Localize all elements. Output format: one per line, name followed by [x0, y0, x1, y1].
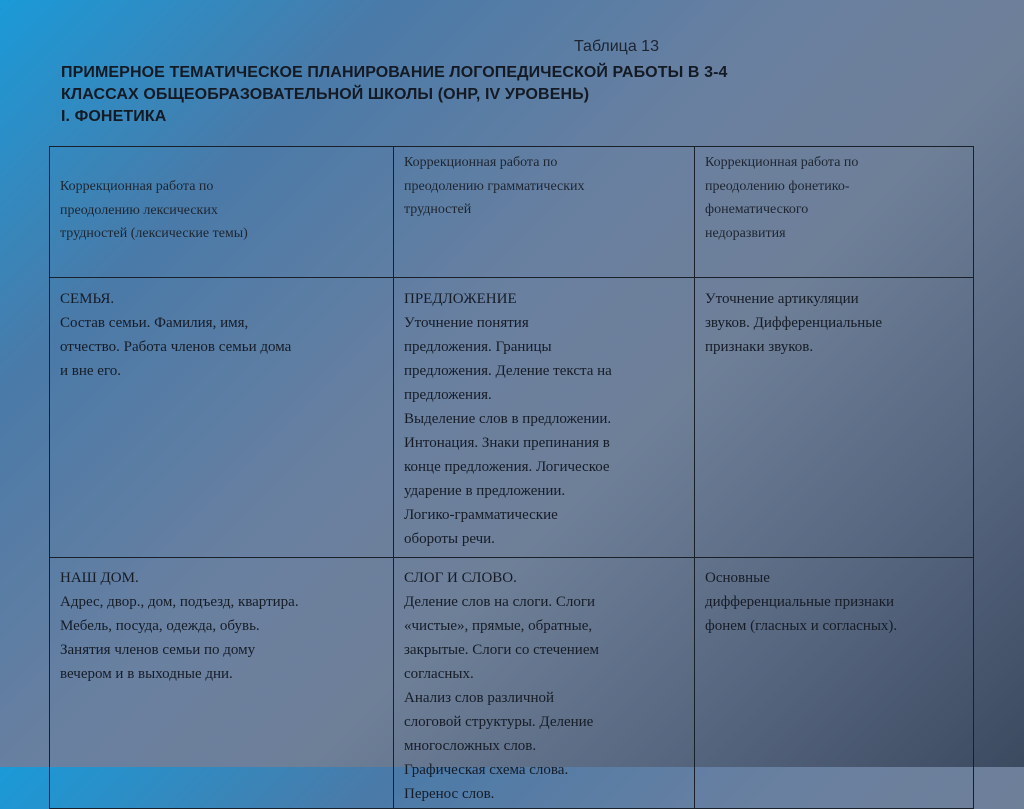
header-grammatical: [394, 147, 695, 278]
table-row: [50, 558, 974, 809]
cell-line: «чистые», прямые, обратные,: [404, 618, 593, 634]
header-line: недоразвития: [705, 225, 786, 241]
cell-line: СЕМЬЯ.: [60, 291, 115, 307]
cell-line: Перенос слов.: [404, 786, 495, 802]
cell-line: признаки звуков.: [705, 339, 814, 355]
cell-line: предложения.: [404, 387, 492, 403]
cell-grammatical: [394, 558, 695, 809]
cell-line: закрытые. Слоги со стечением: [404, 642, 599, 658]
page-title: [61, 62, 961, 128]
header-line: Коррекционная работа по: [60, 179, 214, 194]
table-header-row: [50, 147, 974, 278]
cell-line: Занятия членов семьи по дому: [60, 642, 256, 658]
header-line: преодолению фонетико-: [705, 178, 850, 194]
header-line: трудностей: [404, 202, 472, 217]
cell-line: Уточнение понятия: [404, 315, 529, 331]
cell-line: многосложных слов.: [404, 738, 537, 754]
table-row: [50, 278, 974, 558]
cell-phonetic: [695, 278, 974, 558]
cell-line: дифференциальные признаки: [705, 594, 895, 610]
cell-line: Деление слов на слоги. Слоги: [404, 594, 596, 610]
cell-phonetic: [695, 558, 974, 809]
header-line: преодолению лексических: [60, 202, 218, 218]
planning-table: [49, 146, 974, 809]
cell-line: СЛОГ И СЛОВО.: [404, 570, 517, 586]
cell-line: и вне его.: [60, 363, 121, 379]
cell-line: Основные: [705, 570, 770, 586]
table-number: Таблица 13: [574, 38, 659, 55]
cell-line: отчество. Работа членов семьи дома: [60, 339, 292, 355]
cell-line: слоговой структуры. Деление: [404, 714, 594, 730]
header-line: Коррекционная работа по: [705, 155, 859, 170]
cell-line: Выделение слов в предложении.: [404, 411, 612, 427]
cell-line: НАШ ДОМ.: [60, 570, 139, 586]
cell-line: конце предложения. Логическое: [404, 459, 610, 475]
cell-lexical: [50, 278, 394, 558]
cell-line: Графическая схема слова.: [404, 762, 569, 778]
cell-line: Уточнение артикуляции: [705, 291, 859, 307]
header-line: преодолению грамматических: [404, 178, 585, 194]
header-line: трудностей (лексические темы): [60, 226, 248, 241]
cell-line: Анализ слов различной: [404, 690, 555, 706]
header-line: Коррекционная работа по: [404, 155, 558, 170]
cell-line: Интонация. Знаки препинания в: [404, 435, 610, 451]
cell-line: звуков. Дифференциальные: [705, 315, 882, 331]
header-line: фонематического: [705, 202, 809, 217]
cell-line: Состав семьи. Фамилия, имя,: [60, 315, 249, 331]
header-lexical: [50, 147, 394, 278]
cell-line: предложения. Деление текста на: [404, 363, 612, 379]
cell-line: Логико-грамматические: [404, 507, 558, 523]
cell-line: фонем (гласных и согласных).: [705, 618, 898, 634]
cell-line: Адрес, двор., дом, подъезд, квартира.: [60, 594, 299, 610]
title-line-2: КЛАССАХ ОБЩЕОБРАЗОВАТЕЛЬНОЙ ШКОЛЫ (ОНР, IV УРОВЕНЬ): [61, 86, 590, 103]
section-title: I. ФОНЕТИКА: [61, 108, 167, 125]
cell-line: вечером и в выходные дни.: [60, 666, 233, 682]
cell-lexical: [50, 558, 394, 809]
cell-line: предложения. Границы: [404, 339, 552, 355]
cell-line: Мебель, посуда, одежда, обувь.: [60, 618, 260, 634]
cell-line: согласных.: [404, 666, 474, 682]
cell-grammatical: [394, 278, 695, 558]
cell-line: ПРЕДЛОЖЕНИЕ: [404, 291, 517, 307]
cell-line: обороты речи.: [404, 531, 495, 547]
title-line-1: ПРИМЕРНОЕ ТЕМАТИЧЕСКОЕ ПЛАНИРОВАНИЕ ЛОГОПЕДИЧЕСКОЙ РАБОТЫ В 3-4: [61, 64, 728, 81]
header-phonetic: [695, 147, 974, 278]
cell-line: ударение в предложении.: [404, 483, 566, 499]
